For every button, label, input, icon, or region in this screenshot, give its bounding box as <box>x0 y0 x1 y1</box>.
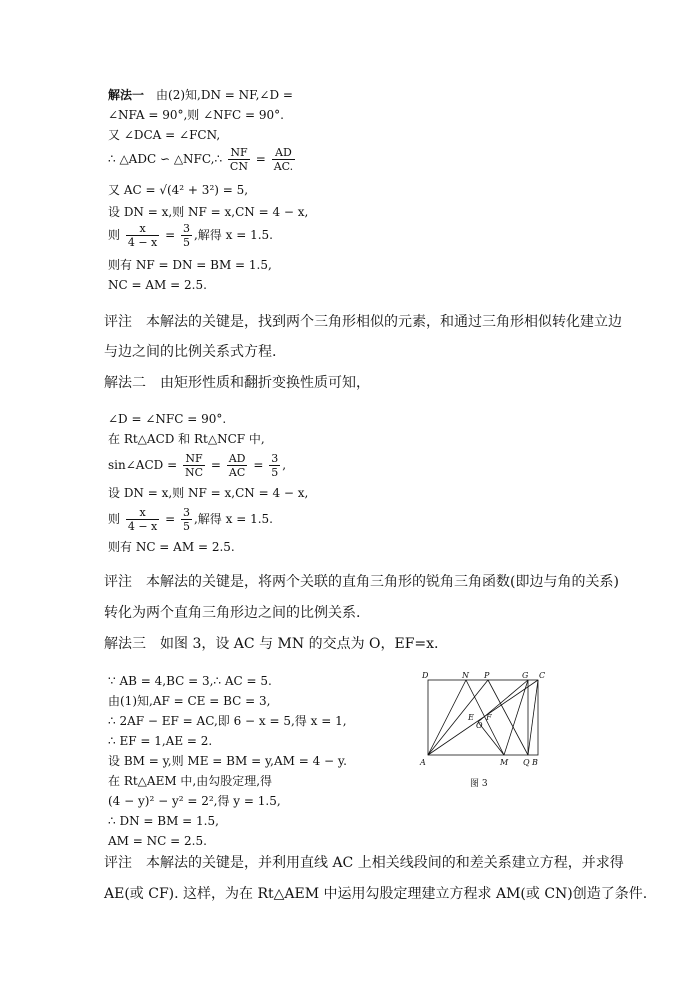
segment-an <box>428 680 466 755</box>
method2-line2: 在 Rt△ACD 和 Rt△NCF 中, <box>108 432 265 446</box>
method1-line3: 又 ∠DCA = ∠FCN, <box>108 128 221 142</box>
fraction: $\frac{NF}{CN}$ <box>229 146 248 173</box>
fraction: $\frac{AD}{AC.}$ <box>273 146 294 173</box>
figure-caption: 图 3 <box>470 779 488 789</box>
method3-line7: (4 − y)² − y² = 2²,得 y = 1.5, <box>108 794 281 808</box>
segment-ap <box>428 680 488 755</box>
label-m: M <box>500 758 509 767</box>
label-c: C <box>539 671 546 680</box>
method1-line6: 设 DN = x,则 NF = x,CN = 4 − x, <box>108 205 309 219</box>
method1-line7: 则 $\frac{x}{4 - x}$ = $\frac{3}{5}$ ,解得 x = 1.5. <box>108 222 273 249</box>
fraction: $\frac{AD}{AC}$ <box>228 452 246 479</box>
label-o: O <box>476 721 483 730</box>
method2-line5: 则 $\frac{x}{4 - x}$ = $\frac{3}{5}$ ,解得 x = 1.5. <box>108 506 273 533</box>
fraction: $\frac{x}{4 - x}$ <box>127 222 158 249</box>
method3-line3: ∴ 2AF − EF = AC,即 6 − x = 5,得 x = 1, <box>108 714 347 728</box>
fraction: $\frac{NF}{NC}$ <box>184 452 203 479</box>
label-e: E <box>468 713 474 722</box>
segment-cq <box>528 680 538 755</box>
method3-line6: 在 Rt△AEM 中,由勾股定理,得 <box>108 774 273 788</box>
label-p: P <box>484 671 490 680</box>
fraction: $\frac{3}{5}$ <box>182 222 190 249</box>
comment3-line2: AE(或 CF). 这样，为在 Rt△AEM 中运用勾股定理建立方程求 AM(或 CN)创造了条件. <box>104 886 648 902</box>
method1-label: 解法一 <box>108 88 145 102</box>
method3-line4: ∴ EF = 1,AE = 2. <box>108 734 213 748</box>
method2-heading: 解法二 由矩形性质和翻折变换性质可知， <box>104 375 370 391</box>
method1-line9: NC = AM = 2.5. <box>108 278 207 292</box>
method3-heading: 解法三 如图 3，设 AC 与 MN 的交点为 O，EF=x. <box>104 636 439 652</box>
geometry-figure <box>418 670 548 790</box>
comment2-line1: 评注 本解法的关键是，将两个关联的直角三角形的锐角三角函数(即边与角的关系) <box>104 574 619 590</box>
label-d: D <box>422 671 429 680</box>
method1-line1: 解法一 由(2)知,DN = NF,∠D = <box>108 88 293 102</box>
label-n: N <box>462 671 469 680</box>
method2-line6: 则有 NC = AM = 2.5. <box>108 540 235 554</box>
method1-line8: 则有 NF = DN = BM = 1.5, <box>108 258 272 272</box>
comment3-line1: 评注 本解法的关键是，并利用直线 AC 上相关线段间的和差关系建立方程，并求得 <box>104 855 624 871</box>
method3-line5: 设 BM = y,则 ME = BM = y,AM = 4 − y. <box>108 754 347 768</box>
label-g: G <box>522 671 529 680</box>
comment2-line2: 转化为两个直角三角形边之间的比例关系. <box>104 605 361 621</box>
method2-line4: 设 DN = x,则 NF = x,CN = 4 − x, <box>108 486 309 500</box>
method3-line1: ∵ AB = 4,BC = 3,∴ AC = 5. <box>108 674 272 688</box>
label-f: F <box>486 713 492 722</box>
method3-line8: ∴ DN = BM = 1.5, <box>108 814 219 828</box>
method1-line4: ∴ △ADC ∽ △NFC,∴ $\frac{NF}{CN}$ = $\frac{AD}{AC.}$ <box>108 146 294 173</box>
fraction: $\frac{x}{4 - x}$ <box>127 506 158 533</box>
method3-line9: AM = NC = 2.5. <box>108 834 207 848</box>
method3-line2: 由(1)知,AF = CE = BC = 3, <box>108 694 271 708</box>
label-b: B <box>532 758 538 767</box>
label-a: A <box>420 758 426 767</box>
method1-line2: ∠NFA = 90°,则 ∠NFC = 90°. <box>108 108 284 122</box>
method2-line1: ∠D = ∠NFC = 90°. <box>108 412 227 426</box>
method2-line3: sin∠ACD = $\frac{NF}{NC}$ = $\frac{AD}{AC}$ = $\frac{3}{5}$ , <box>108 452 287 479</box>
fraction: $\frac{3}{5}$ <box>182 506 190 533</box>
comment1-line1: 评注 本解法的关键是，找到两个三角形相似的元素，和通过三角形相似转化建立边 <box>104 314 622 330</box>
comment1-line2: 与边之间的比例关系式方程. <box>104 344 277 360</box>
label-q: Q <box>523 758 530 767</box>
method1-line5: 又 AC = √(4² + 3²) = 5, <box>108 183 249 197</box>
fraction: $\frac{3}{5}$ <box>271 452 279 479</box>
